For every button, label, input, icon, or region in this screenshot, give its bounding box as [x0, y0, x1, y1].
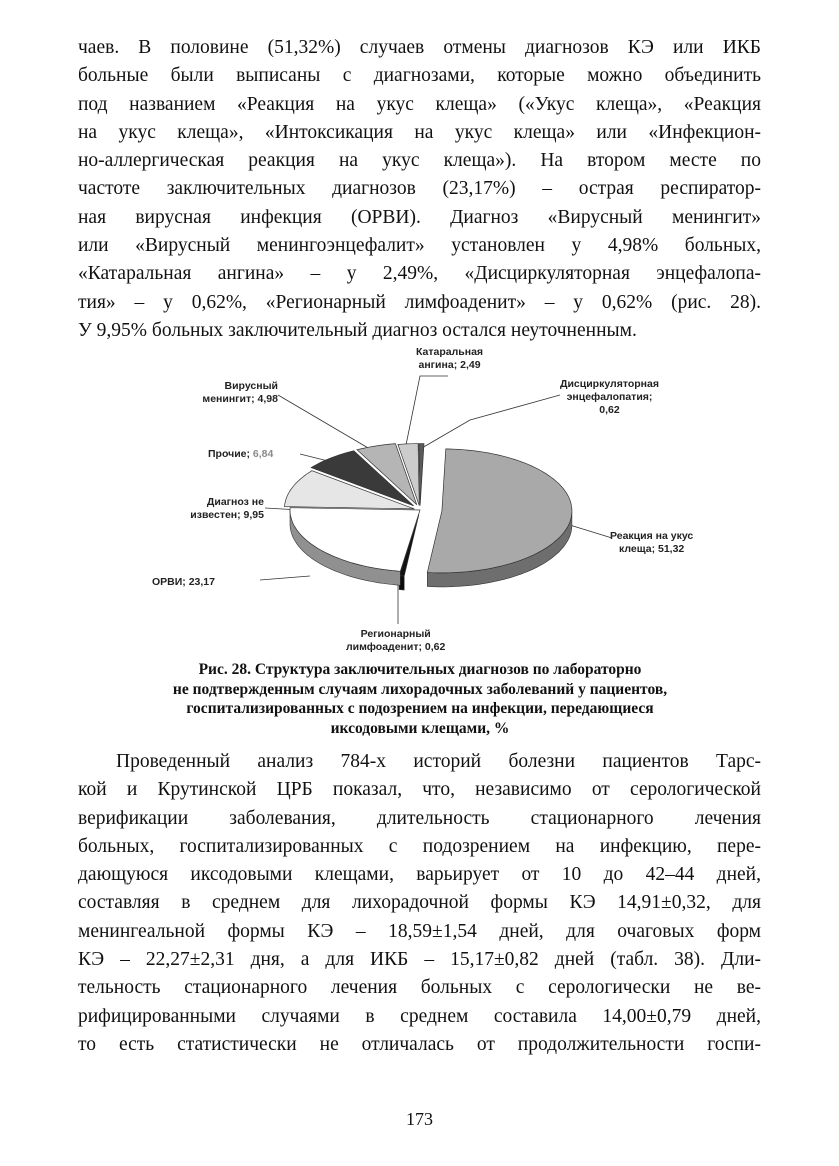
page-number: 173 — [406, 1109, 433, 1129]
text-line: верификации заболевания, длительность стационарного лечения — [78, 807, 761, 829]
data-label-text: ангина; 2,49 — [418, 359, 481, 371]
text-line: КЭ – 22,27±2,31 дня, а для ИКБ – 15,17±0,82 дней (табл. 38). Дли- — [78, 949, 761, 971]
figure-caption — [100, 660, 740, 738]
text-line: больных, госпитализированных с подозрением на инфекцию, пере- — [78, 835, 761, 857]
text-line: Проведенный анализ 784-х историй болезни пациентов Тарс- — [116, 751, 761, 772]
text-line: менингеальной формы КЭ – 18,59±1,54 дней, для очаговых форм — [78, 920, 761, 942]
text-line: составляя в среднем для лихорадочной формы КЭ 14,91±0,32, для — [78, 892, 761, 914]
paragraph-1 — [78, 34, 761, 345]
data-label-dysc — [560, 378, 659, 417]
text-line: или «Вирусный менингоэнцефалит» установлен у 4,98% больных, — [78, 235, 761, 257]
text-line: ная вирусная инфекция (ОРВИ). Диагноз «Вирусный менингит» — [78, 206, 761, 228]
text-line: «Катаральная ангина» – у 2,49%, «Дисциркуляторная энцефалопа- — [78, 263, 761, 285]
data-label-text: 0,62 — [599, 404, 620, 416]
data-label-value: 6,84 — [252, 448, 274, 460]
data-label-reaction — [610, 530, 693, 556]
data-label-text: известен; 9,95 — [190, 509, 264, 521]
data-label-unknown — [130, 496, 264, 522]
pie-slice — [419, 444, 424, 506]
text-line: на укус клеща», «Интоксикация на укус клеща» или «Инфекцион- — [78, 121, 761, 143]
data-label-text: Дисциркуляторная — [560, 378, 659, 390]
text-line: чаев. В половине (51,32%) случаев отмены диагнозов КЭ или ИКБ — [78, 37, 761, 58]
text-line: У 9,95% больных заключительный диагноз остался неуточненным. — [78, 319, 637, 341]
data-label-other — [208, 448, 273, 461]
leader-line-angina — [405, 376, 448, 450]
caption-line: не подтвержденным случаям лихорадочных заболеваний у пациентов, — [172, 680, 668, 698]
text-line: тельность стационарного лечения больных с серологически не ве- — [78, 977, 761, 999]
data-label-text: Вирусный — [224, 380, 278, 392]
paragraph-2 — [78, 748, 761, 1059]
text-line: но-аллергическая реакция на укус клеща»). На втором месте по — [78, 150, 761, 172]
text-line: больные были выписаны с диагнозами, которые можно объединить — [78, 65, 761, 87]
text-line: дающуюся иксодовыми клещами, варьирует от 10 до 42–44 дней, — [78, 864, 761, 886]
data-label-orvi: ОРВИ; 23,17 — [152, 576, 215, 588]
data-label-text: Диагноз не — [206, 496, 264, 508]
data-label-lymph — [346, 628, 445, 654]
data-label-meningitis — [168, 380, 278, 406]
data-label-text: Регионарный — [360, 628, 431, 640]
caption-line: госпитализированных с подозрением на инфекции, передающиеся — [186, 700, 654, 717]
text-line: частоте заключительных диагнозов (23,17%) – острая респиратор- — [78, 178, 761, 200]
leader-line-orvi — [260, 576, 310, 580]
caption-line: Рис. 28. Структура заключительных диагнозов по лабораторно — [198, 661, 642, 678]
text-line: тия» – у 0,62%, «Регионарный лимфоаденит» – у 0,62% (рис. 28). — [78, 291, 761, 313]
leader-line-meningitis — [278, 395, 375, 452]
data-label-text: менингит; 4,98 — [202, 393, 278, 405]
data-label-text: лимфоаденит; 0,62 — [346, 641, 446, 653]
data-label-text: Катаральная — [416, 346, 484, 358]
text-line: то есть статистически не отличалась от продолжительности госпи- — [78, 1033, 761, 1055]
data-label-text: Реакция на укус — [610, 530, 694, 542]
figure-28-pie-chart — [130, 340, 770, 658]
caption-line: иксодовыми клещами, % — [330, 719, 510, 737]
data-label-text: клеща; 51,32 — [618, 543, 685, 555]
data-label-angina — [416, 346, 483, 372]
text-line: кой и Крутинской ЦРБ показал, что, независимо от серологической — [78, 779, 761, 801]
leader-line-dysc — [415, 395, 560, 452]
text-line: рифицированными случаями в среднем составила 14,00±0,79 дней, — [78, 1005, 761, 1027]
data-label-text: Прочие; — [208, 448, 250, 460]
data-label-text: энцефалопатия; — [566, 391, 653, 403]
pie-slice — [290, 508, 420, 572]
text-line: под названием «Реакция на укус клеща» («Укус клеща», «Реакция — [78, 93, 761, 115]
